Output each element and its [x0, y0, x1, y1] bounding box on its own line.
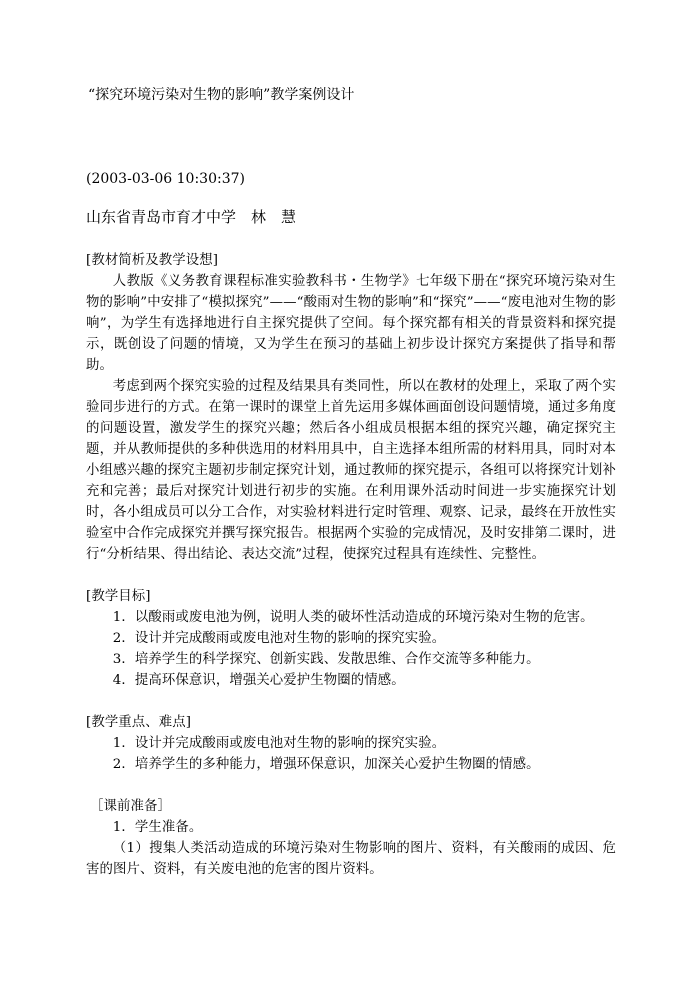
section-heading-goals: [教学目标]	[86, 589, 151, 604]
list-item: 2．培养学生的多种能力，增强环保意识，加深关心爱护生物圈的情感。	[112, 757, 540, 772]
analysis-paragraph: 人教版《义务教育课程标准实验教科书・生物学》七年级下册在“探究环境污染对生物的影响”中安排了“模拟探究”——“酸雨对生物的影响”和“探究”——“废电池对生物的影响”，为学生有选择地进行自主探究提供了空间。每个探究都有相关的背景资料和探究提示，既创设了问题的情境，又为学生在预习的基础上初步设计探究方案提供了指导和帮助。	[86, 274, 616, 373]
section-spacer	[86, 775, 616, 796]
document-body	[86, 250, 616, 880]
preparation-item: 1．学生准备。	[112, 820, 203, 835]
list-item: 2．设计并完成酸雨或废电池对生物的影响的探究实验。	[112, 631, 446, 646]
list-item: 4．提高环保意识，增强关心爱护生物圈的情感。	[112, 673, 405, 688]
section-heading-analysis: [教材简析及教学设想]	[86, 253, 219, 268]
section-key-points	[86, 712, 616, 775]
section-goals	[86, 586, 616, 691]
preparation-paragraph: （1）搜集人类活动造成的环境污染对生物影响的图片、资料，有关酸雨的成因、危害的图片、资料，有关废电池的危害的图片资料。	[86, 841, 616, 877]
document-title: “探究环境污染对生物的影响”教学案例设计	[88, 87, 355, 103]
section-spacer	[86, 565, 616, 586]
section-preparation	[86, 796, 616, 880]
section-heading-preparation: ［课前准备］	[90, 799, 171, 814]
goals-list	[86, 607, 616, 691]
publish-date: (2003-03-06 10:30:37)	[86, 171, 245, 187]
section-heading-key-points: [教学重点、难点]	[86, 715, 192, 730]
list-item: 3．培养学生的科学探究、创新实践、发散思维、合作交流等多种能力。	[112, 652, 540, 667]
list-item: 1．设计并完成酸雨或废电池对生物的影响的探究实验。	[112, 736, 446, 751]
section-spacer	[86, 691, 616, 712]
key-points-list	[86, 733, 616, 775]
analysis-paragraph: 考虑到两个探究实验的过程及结果具有类同性，所以在教材的处理上，采取了两个实验同步进行的方式。在第一课时的课堂上首先运用多媒体画面创设问题情境，通过多角度的问题设置，激发学生的探究兴趣；然后各小组成员根据本组的探究兴趣，确定探究主题，并从教师提供的多种供选用的材料用具中，自主选择本组所需的材料用具，同时对本小组感兴趣的探究主题初步制定探究计划，通过教师的探究提示，各组可以将探究计划补充和完善；最后对探究计划进行初步的实施。在利用课外活动时间进一步实施探究计划时，各小组成员可以分工合作，对实验材料进行定时管理、观察、记录，最终在开放性实验室中合作完成探究并撰写探究报告。根据两个实验的完成情况，及时安排第二课时，进行“分析结果、得出结论、表达交流”过程，使探究过程具有连续性、完整性。	[86, 379, 616, 562]
author-line: 山东省青岛市育才中学 林 慧	[86, 208, 297, 226]
list-item: 1．以酸雨或废电池为例，说明人类的破坏性活动造成的环境污染对生物的危害。	[112, 610, 594, 625]
section-analysis	[86, 250, 616, 565]
